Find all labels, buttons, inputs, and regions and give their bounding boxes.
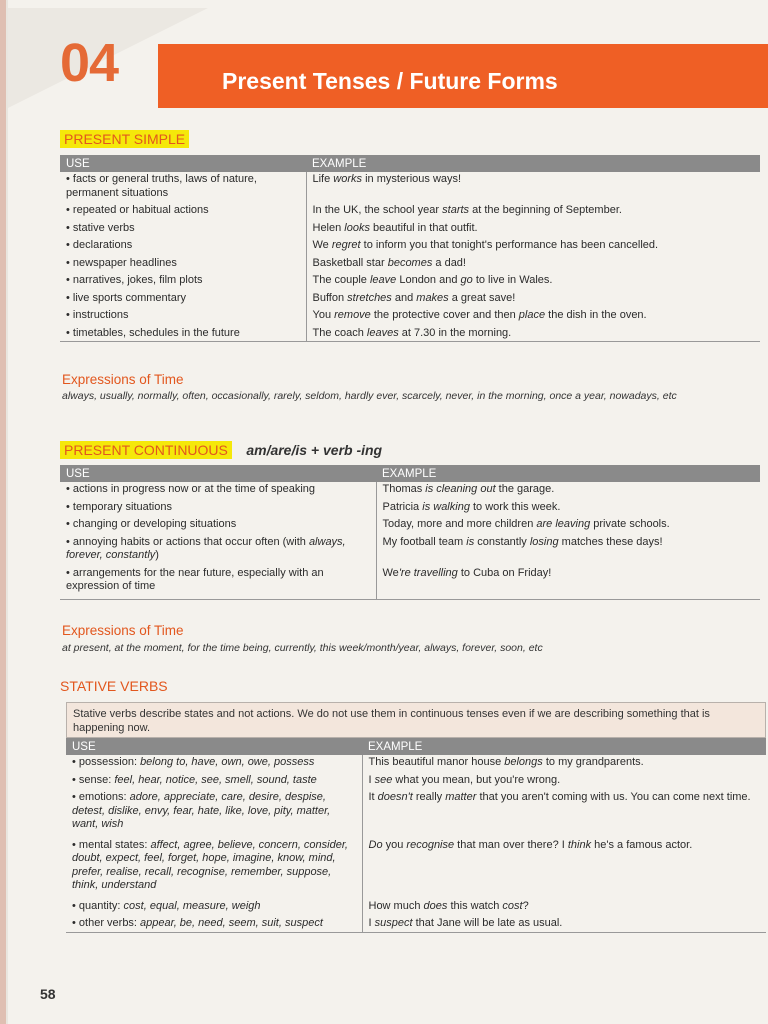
example-column-header: EXAMPLE: [362, 738, 766, 755]
stative-verbs-rows: [66, 755, 766, 932]
table-row: [60, 238, 760, 256]
unit-number: 04: [60, 33, 119, 93]
present-continuous-expressions-heading: Expressions of Time: [62, 623, 184, 638]
use-cell: • facts or general truths, laws of nature, permanent situations: [60, 172, 306, 203]
table-row: [66, 899, 766, 917]
use-cell: • possession: belong to, have, own, owe, possess: [66, 755, 362, 773]
use-cell: • temporary situations: [60, 500, 376, 518]
table-row: [60, 326, 760, 342]
use-cell: • arrangements for the near future, especially with an expression of time: [60, 566, 376, 600]
present-simple-heading: PRESENT SIMPLE: [60, 130, 189, 148]
table-row: [66, 916, 766, 932]
table-row: [60, 482, 760, 500]
unit-header: [8, 8, 768, 108]
present-simple-heading-row: [60, 130, 189, 149]
use-cell: • timetables, schedules in the future: [60, 326, 306, 342]
example-cell: Life works in mysterious ways!: [312, 173, 462, 185]
example-cell: How much does this watch cost?: [368, 899, 529, 912]
table-row: [60, 308, 760, 326]
example-cell: Helen looks beautiful in that outfit.: [312, 221, 478, 234]
textbook-page: [8, 0, 768, 1024]
use-cell: • quantity: cost, equal, measure, weigh: [66, 899, 362, 917]
unit-title: Present Tenses / Future Forms: [222, 68, 558, 94]
stative-verbs-note: Stative verbs describe states and not actions. We do not use them in continuous tenses even if we are describing something that is happening now.: [66, 702, 766, 738]
use-cell: • emotions: adore, appreciate, care, desire, despise, detest, dislike, envy, fear, hate, like, love, pity, matter, want, wish: [66, 790, 362, 838]
use-cell: • actions in progress now or at the time of speaking: [60, 482, 376, 500]
present-continuous-expressions: at present, at the moment, for the time being, currently, this week/month/year, always, forever, soon, etc: [62, 642, 543, 654]
use-cell: • declarations: [60, 238, 306, 256]
table-row: [66, 790, 766, 838]
example-cell: Basketball star becomes a dad!: [312, 256, 466, 269]
page-number: 58: [40, 986, 56, 1002]
use-cell: • repeated or habitual actions: [60, 203, 306, 221]
example-cell: Do you recognise that man over there? I think he's a famous actor.: [368, 838, 693, 851]
table-row: [60, 256, 760, 274]
page-binding-edge: [0, 0, 6, 1024]
table-row: [66, 773, 766, 791]
stative-verbs-heading: STATIVE VERBS: [60, 678, 168, 694]
use-column-header: USE: [66, 738, 362, 755]
example-cell: Today, more and more children are leaving private schools.: [382, 518, 670, 530]
use-cell: • sense: feel, hear, notice, see, smell, sound, taste: [66, 773, 362, 791]
use-column-header: USE: [60, 155, 306, 172]
use-cell: • other verbs: appear, be, need, seem, suit, suspect: [66, 916, 362, 932]
present-simple-expressions: always, usually, normally, often, occasionally, rarely, seldom, hardly ever, scarcely, never, in the morning, once a year, nowadays, etc: [62, 390, 677, 402]
example-cell: We regret to inform you that tonight's performance has been cancelled.: [312, 239, 659, 251]
table-row: [60, 273, 760, 291]
present-continuous-formula: am/are/is + verb -ing: [246, 442, 383, 458]
example-cell: This beautiful manor house belongs to my grandparents.: [368, 756, 644, 768]
example-cell: My football team is constantly losing matches these days!: [382, 535, 663, 548]
example-cell: The coach leaves at 7.30 in the morning.: [306, 326, 760, 342]
use-cell: • stative verbs: [60, 221, 306, 239]
present-simple-table: [60, 155, 760, 342]
use-cell: • live sports commentary: [60, 291, 306, 309]
example-cell: I suspect that Jane will be late as usual.: [362, 916, 766, 932]
example-cell: The couple leave London and go to live in Wales.: [312, 274, 553, 286]
example-cell: Thomas is cleaning out the garage.: [382, 483, 555, 495]
example-cell: You remove the protective cover and then place the dish in the oven.: [312, 309, 647, 321]
use-cell: • instructions: [60, 308, 306, 326]
example-cell: It doesn't really matter that you aren't coming with us. You can come next time.: [368, 791, 751, 803]
table-row: [60, 221, 760, 239]
present-simple-rows: [60, 172, 760, 342]
present-simple-expressions-heading: Expressions of Time: [62, 372, 184, 387]
example-cell: I see what you mean, but you're wrong.: [368, 773, 561, 786]
table-row: [66, 838, 766, 899]
use-cell: • mental states: affect, agree, believe, concern, consider, doubt, expect, feel, forget, hope, imagine, know, mind, prefer, realise, recall, recognise, remember, suppose, think, understand: [66, 838, 362, 899]
use-cell: • changing or developing situations: [60, 517, 376, 535]
example-cell: In the UK, the school year starts at the beginning of September.: [312, 204, 622, 216]
use-cell: • annoying habits or actions that occur often (with always, forever, constantly): [60, 535, 376, 566]
present-continuous-table: [60, 465, 760, 600]
table-row: [60, 203, 760, 221]
use-column-header: USE: [60, 465, 376, 482]
example-column-header: EXAMPLE: [376, 465, 760, 482]
table-row: [60, 535, 760, 566]
example-cell: Patricia is walking to work this week.: [382, 500, 561, 513]
table-row: [66, 755, 766, 773]
example-column-header: EXAMPLE: [306, 155, 760, 172]
table-row: [60, 566, 760, 600]
table-row: [60, 172, 760, 203]
present-continuous-heading: PRESENT CONTINUOUS: [60, 441, 232, 459]
example-cell: Buffon stretches and makes a great save!: [312, 291, 516, 304]
example-cell: We're travelling to Cuba on Friday!: [376, 566, 760, 600]
present-continuous-heading-row: [60, 441, 382, 460]
table-row: [60, 291, 760, 309]
use-cell: • narratives, jokes, film plots: [60, 273, 306, 291]
stative-verbs-table: [66, 738, 766, 933]
table-row: [60, 500, 760, 518]
use-cell: • newspaper headlines: [60, 256, 306, 274]
present-continuous-rows: [60, 482, 760, 599]
table-row: [60, 517, 760, 535]
